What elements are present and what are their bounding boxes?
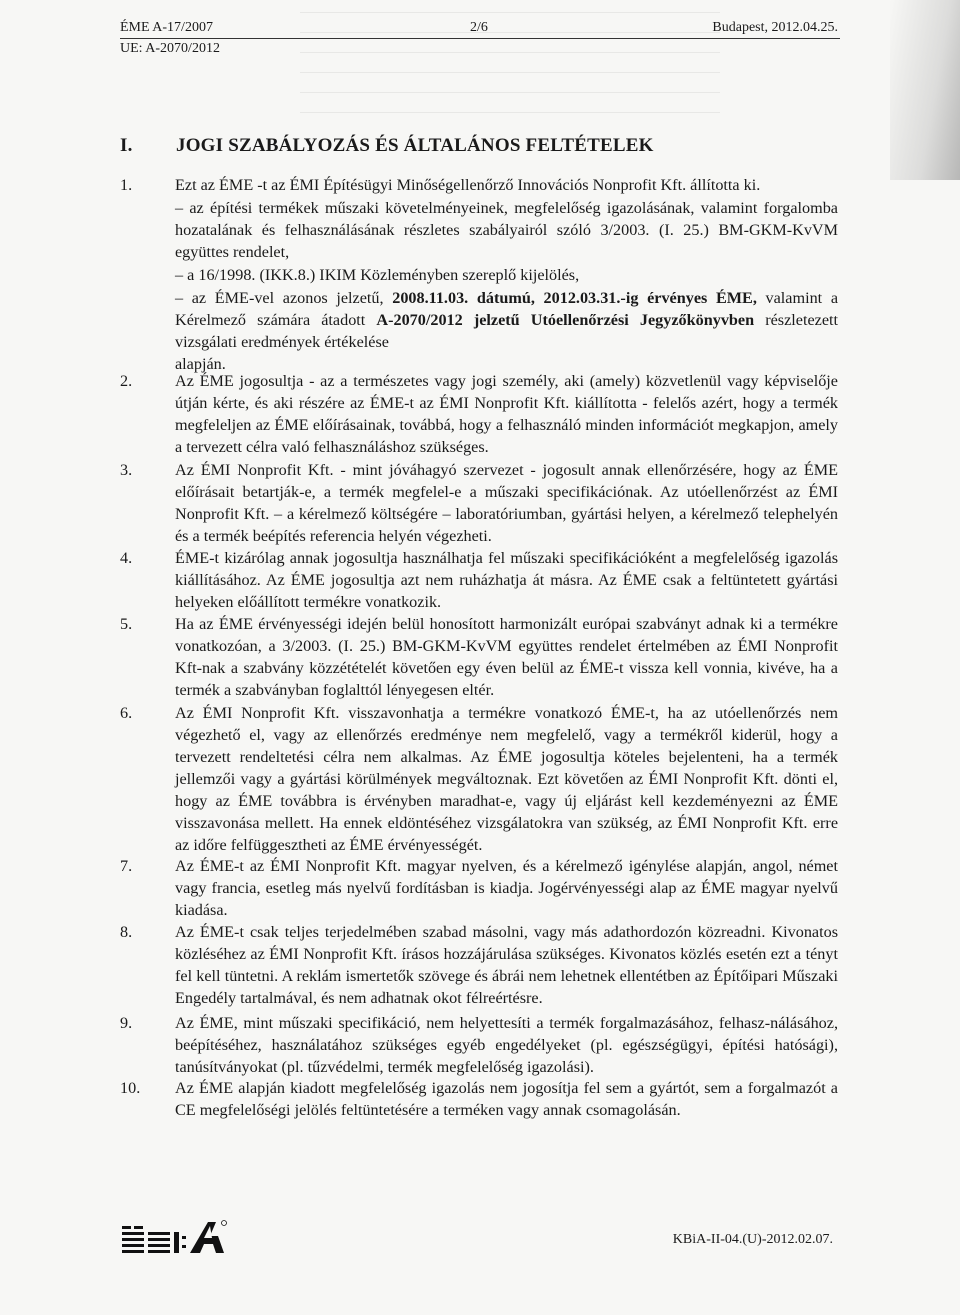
page-number: 2/6 xyxy=(470,20,488,35)
item-text: Az ÉME-t az ÉMI Nonprofit Kft. magyar nyelven, és a kérelmező igénylése alapján, angol, német vagy francia, esetleg más nyelvű fordításban is kiadja. Jogérvényességi alap az ÉME magyar nyelvű kiadása. xyxy=(175,857,838,919)
item-number: 3. xyxy=(120,461,133,479)
item-sub-1: – az építési termékek műszaki követelményeinek, megfelelőség igazolásának, valamint forgalomba hozatalának és felhasználásának részletes szabályairól szóló 3/2003. (I. 25.) BM-GKM-KvVM együttes rendelet, xyxy=(175,199,838,261)
page-header xyxy=(120,20,840,57)
item-text: Az ÉME, mint műszaki specifikáció, nem helyettesíti a termék forgalmazásához, felhasz-nálásához, beépítéséhez, használatához szükséges egyéb engedélyeket (pl. egészségügyi, építési hatósági), tanúsítványokat (pl. tűzvédelmi, termék megfelelőség igazolási). xyxy=(175,1014,838,1076)
item-text: Az ÉMI Nonprofit Kft. - mint jóváhagyó szervezet - jogosult annak ellenőrzésére, hogy az ÉME előírásait betartják-e, a termék megfelel-e a műszaki specifikációnak. Az utóellenőrzést az ÉMI Nonprofit Kft. – a kérelmező költségére – laboratóriumban, gyártási helyen, a kérelmező telephelyén és a termék beépítés referencia helyén végezheti. xyxy=(175,461,838,545)
list-item-10 xyxy=(120,1077,838,1121)
item-number: 10. xyxy=(120,1079,141,1097)
list-item-6 xyxy=(120,702,838,856)
item-text: Az ÉMI Nonprofit Kft. visszavonhatja a termékre vonatkozó ÉME-t, ha az utóellenőrzés nem végezhető el, vagy az ellenőrzés eredménye nem megfelelő, vagy a termékről kiderül, hogy a tervezett rendeltetési célra nem alkalmas. Az ÉME jogosultja köteles bejelenteni, ha a termék jellemzői vagy a gyártási körülmények megváltoznak. Ezt követően az ÉMI Nonprofit Kft. dönti el, hogy az ÉME továbbra is érvényben maradhat-e, vagy új eljárást kell kezdeményezni az ÉME visszavonása mellett. Ha ennek eldöntéséhez vizsgálatokra van szükség, az ÉMI Nonprofit Kft. erre az időre felfüggesztheti az ÉME érvényességét. xyxy=(175,704,838,854)
item-outro: alapján. xyxy=(175,355,226,373)
item-number: 6. xyxy=(120,704,133,722)
item-intro: Ezt az ÉME -t az ÉMI Építésügyi Minőségellenőrző Innovációs Nonprofit Kft. állította ki. xyxy=(175,176,761,194)
item-number: 4. xyxy=(120,549,133,567)
item-number: 8. xyxy=(120,923,133,941)
list-item-4 xyxy=(120,547,838,613)
list-item-1 xyxy=(120,174,838,375)
section-title: JOGI SZABÁLYOZÁS ÉS ÁLTALÁNOS FELTÉTELEK xyxy=(176,135,654,156)
item-text: Ha az ÉME érvényességi idején belül honosított harmonizált európai szabványt adnak ki a termékre vonatkozóan, a 3/2003. (I. 25.) BM-GKM-KvVM együttes rendelet értelmében az ÉMI Nonprofit Kft-nak a szabvány közzétételét követően egy éven belül az ÉME-t vissza kell vonnia, kivéve, ha a termék a szabványban foglalttól lényegesen eltér. xyxy=(175,615,838,699)
item-text: Az ÉME-t csak teljes terjedelmében szabad másolni, vagy más adathordozón közreadni. Kivonatos közléséhez az ÉMI Nonprofit Kft. írásos hozzájárulása szükséges. Kivonatos közlés esetén ezt a tényt fel kell tüntetni. A reklám ismertetők szövege és ábrái nem lehetnek ellentétben az Építőipari Műszaki Engedély tartalmával, és nem adhatnak okot félreértésre. xyxy=(175,923,838,1007)
list-item-2 xyxy=(120,370,838,458)
list-item-3 xyxy=(120,459,838,547)
item-text: ÉME-t kizárólag annak jogosultja használhatja fel műszaki specifikációként a megfelelőség igazolás kiállításához. Az ÉME jogosultja azt nem ruházhatja át másra. Az ÉME csak a feltüntetett gyártási helyeken előállított termékre vonatkozik. xyxy=(175,549,838,611)
item-sub-3: – az ÉME-vel azonos jelzetű, 2008.11.03. dátumú, 2012.03.31.-ig érvényes ÉME, valamint a Kérelmező számára átadott A-2070/2012 jelzetű Utóellenőrzési Jegyzőkönyvben részletezett vizsgálati eredmények értékelése xyxy=(175,289,839,351)
item-text: Az ÉME alapján kiadott megfelelőség igazolás nem jogosítja fel sem a gyártót, sem a forgalmazót a CE megfelelőségi jelölés feltüntetésére a terméken vagy annak csomagolásán. xyxy=(175,1079,838,1119)
list-item-5 xyxy=(120,613,838,701)
ue-reference: UE: A-2070/2012 xyxy=(120,41,220,56)
bleed-through-artifact xyxy=(300,0,720,120)
list-item-7 xyxy=(120,855,838,921)
item-text: Az ÉME jogosultja - az a természetes vagy jogi személy, aki (amely) közvetlenül vagy képviselője útján kérte, és aki részére az ÉME-t az ÉMI Nonprofit Kft. kiállította - felelős azért, hogy a termék megfeleljen az ÉME előírásainak, továbbá, hogy a felhasználó minden információt megkapjon, amely a tervezett célra való felhasználáshoz szükséges. xyxy=(175,372,838,456)
item-sub-2: – a 16/1998. (IKK.8.) IKIM Közleményben szereplő kijelölés, xyxy=(175,266,580,284)
item-number: 9. xyxy=(120,1014,133,1032)
section-heading xyxy=(120,135,654,157)
emi-logo-icon xyxy=(120,1218,240,1258)
item-number: 7. xyxy=(120,857,133,875)
item-number: 5. xyxy=(120,615,133,633)
scan-shadow-edge xyxy=(890,0,960,180)
section-number: I. xyxy=(120,135,133,156)
place-date: Budapest, 2012.04.25. xyxy=(712,20,838,35)
form-code: KBiA-II-04.(U)-2012.02.07. xyxy=(672,1232,833,1247)
list-item-8 xyxy=(120,921,838,1009)
item-number: 2. xyxy=(120,372,133,390)
document-reference: ÉME A-17/2007 xyxy=(120,20,213,35)
list-item-9 xyxy=(120,1012,838,1078)
item-number: 1. xyxy=(120,176,133,194)
